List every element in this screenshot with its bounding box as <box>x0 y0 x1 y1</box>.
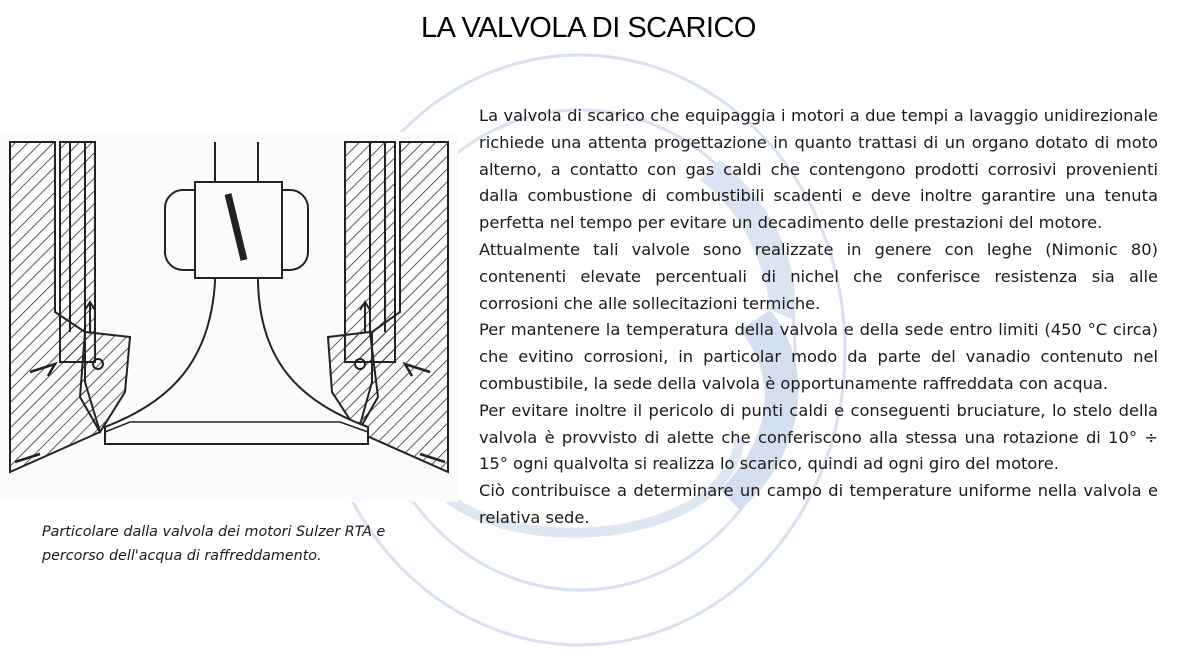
paragraph-rotation: Per evitare inoltre il pericolo di punti caldi e conseguenti bruciature, lo stelo della valvola è provvisto di alette che conferiscono alla stessa una rotazione di 10° ÷ 15° ogni qualvolta si realizza lo scarico, quindi ad ogni giro del motore. <box>479 400 1158 474</box>
paragraph-cooling: Per mantenere la temperatura della valvola e della sede entro limiti (450 °C circa) che evitino corrosioni, in particolar modo da parte del vanadio contenuto nel combustibile, la sede della valvola è opportunamente raffreddata con acqua. <box>479 320 1158 393</box>
slide-title: LA VALVOLA DI SCARICO <box>421 12 756 44</box>
paragraph-uniform-temperature: Ciò contribuisce a determinare un campo di temperature uniforme nella valvola e relativa sede. <box>479 481 1158 527</box>
body-text <box>479 103 1158 532</box>
paragraph-valve-design: La valvola di scarico che equipaggia i motori a due tempi a lavaggio unidirezionale richiede una attenta progettazione in quanto trattasi di un organo dotato di moto alterno, a contatto con gas caldi che contengono prodotti corrosivi provenienti dalla combustione di combustibili scadenti e deve inoltre garantire una tenuta perfetta nel tempo per evitare un decadimento delle prestazioni del motore. <box>479 106 1158 233</box>
figure-caption: Particolare dalla valvola dei motori Sulzer RTA e percorso dell'acqua di raffreddamento. <box>42 524 386 564</box>
exhaust-valve-drawing-icon <box>0 132 458 502</box>
paragraph-nimonic-alloy: Attualmente tali valvole sono realizzate in genere con leghe (Nimonic 80) contenenti elevate percentuali di nichel che conferisce resistenza sia alle corrosioni che alle sollecitazioni termiche. <box>479 239 1158 313</box>
